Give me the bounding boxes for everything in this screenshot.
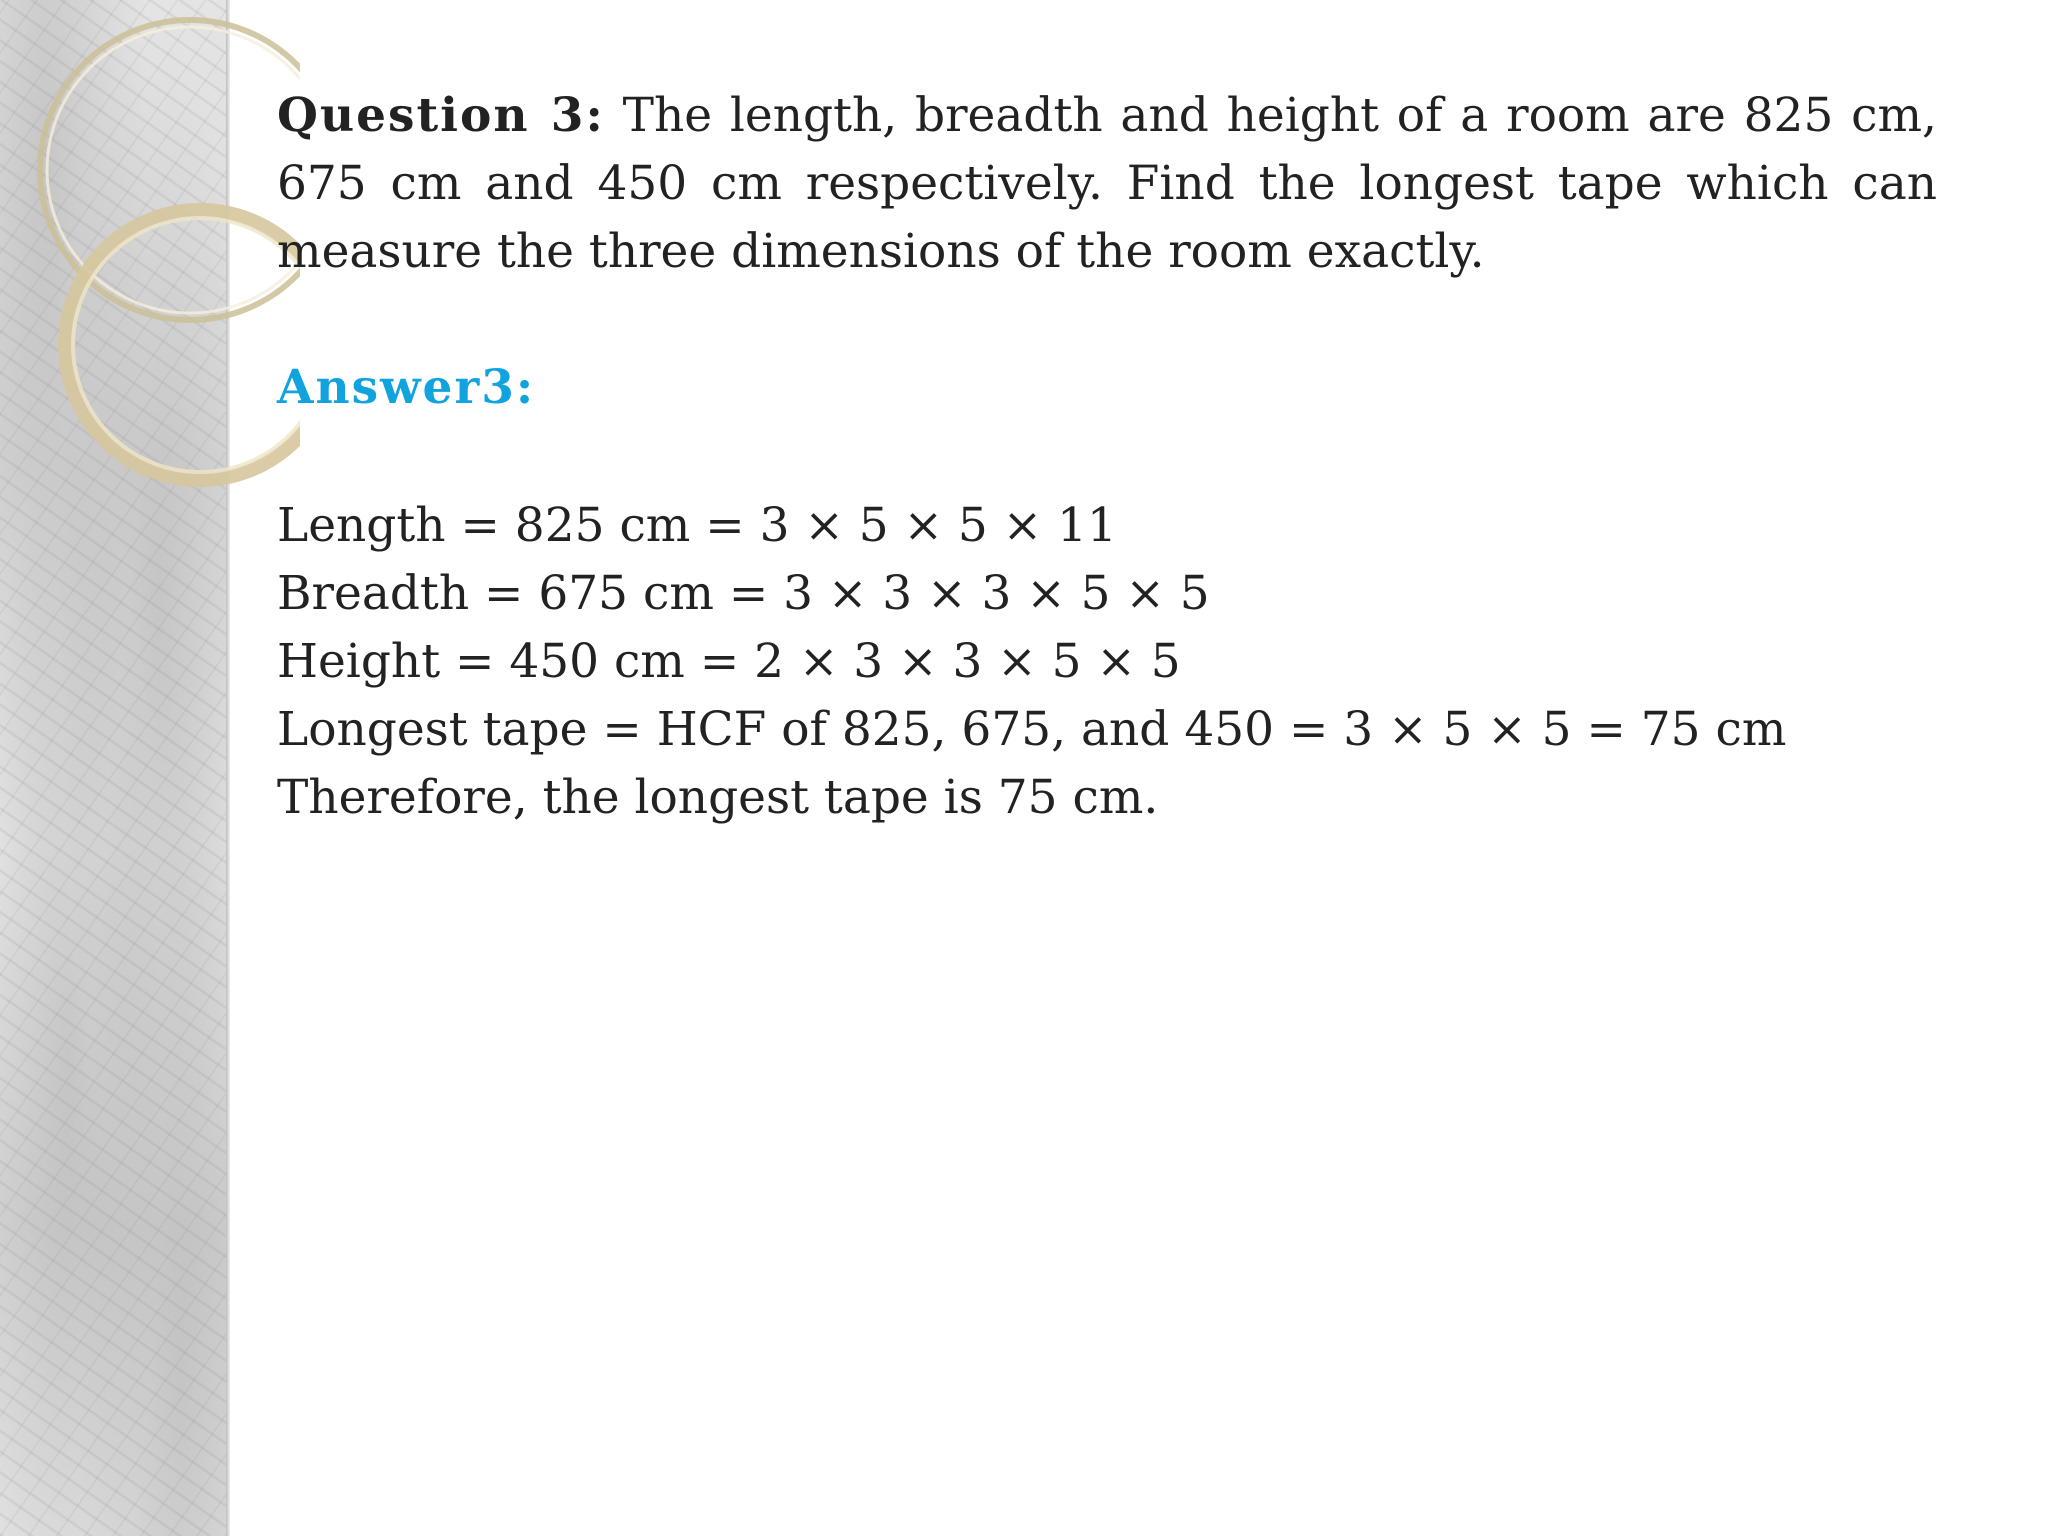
ring-small-highlight: [73, 218, 300, 472]
answer-line-height: Height = 450 cm = 2 × 3 × 3 × 5 × 5: [277, 634, 1181, 689]
question-text: The length, breadth and height of a room are 825 cm, 675 cm and 450 cm respectively. Find the longest tape which can measure the three dimensions of the room exactly.: [277, 88, 1937, 279]
answer-line-length: Length = 825 cm = 3 × 5 × 5 × 11: [277, 498, 1117, 553]
answer-lines: [277, 492, 1937, 832]
decorative-rings: [0, 0, 300, 500]
answer-line-longest-tape: Longest tape = HCF of 825, 675, and 450 = 3 × 5 × 5 = 75 cm: [277, 702, 1787, 757]
ring-small: [65, 210, 300, 480]
answer-line-conclusion: Therefore, the longest tape is 75 cm.: [277, 770, 1159, 825]
question-label: Question 3:: [277, 88, 605, 143]
slide-content: [277, 82, 1937, 832]
answer-label: Answer3:: [277, 360, 536, 415]
question-paragraph: [277, 82, 1937, 286]
answer-line-breadth: Breadth = 675 cm = 3 × 3 × 3 × 5 × 5: [277, 566, 1210, 621]
